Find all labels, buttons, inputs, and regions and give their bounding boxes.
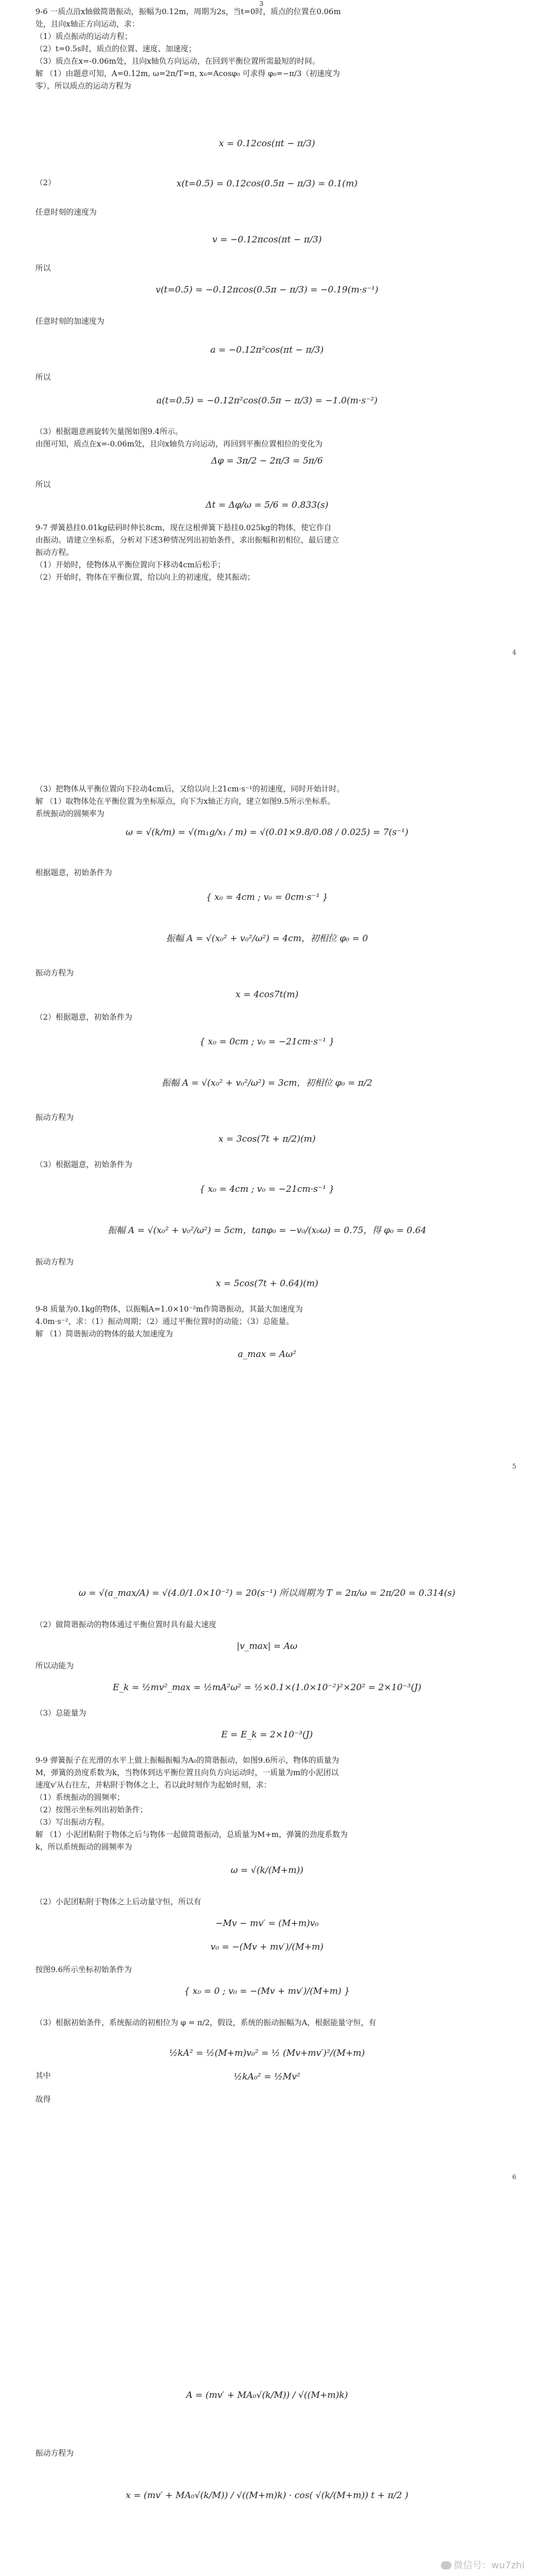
watermark: 微信号：wu7zhi	[441, 2558, 525, 2571]
equation-max-velocity: |v_max| = Aω	[236, 1641, 298, 1651]
equation-initial-1: { x₀ = 4cm ; v₀ = 0cm·s⁻¹ }	[206, 892, 328, 902]
equation-total-energy: E = E_k = 2×10⁻³(J)	[221, 1729, 313, 1740]
equation-amplitude-1: 振幅 A = √(x₀² + v₀²/ω²) = 4cm，初相位 φ₀ = 0	[166, 933, 368, 944]
step-label: （2）	[35, 179, 56, 188]
equation-initial-2: { x₀ = 0cm ; v₀ = −21cm·s⁻¹ }	[199, 1036, 335, 1047]
text-where: 其中	[35, 2072, 51, 2081]
text-initial-conditions: 根据题意，初始条件为	[35, 869, 113, 878]
equation-phase-change: Δφ = 3π/2 − 2π/3 = 5π/6	[211, 455, 323, 466]
equation-v0: v₀ = −(Mv + mv′)/(M+m)	[210, 1941, 324, 1952]
problem-9-7-statement: 9-7 弹簧悬挂0.01kg砝码时伸长8cm，现在这根弹簧下悬挂0.025kg的物体，使它作自 由振动。请建立坐标系，分析对下述3种情况列出初始条件，求出振幅和初相位，最后建立 振动方程。 （1）开始时，使物体从平衡位置向下移动4cm后松手； （2）开始时，物体在平衡位置，给以向上的初速度，使其振动；	[35, 524, 339, 582]
text-momentum: （2）小泥团粘附于物体之上后动量守恒，所以有	[35, 1898, 202, 1907]
text-equation: 振动方程为	[35, 969, 74, 978]
problem-9-7-part3: （3）把物体从平衡位置向下拉动4cm后，又给以向上21cm·s⁻¹的初速度，同时开始计时。 解 （1）取物体处在平衡位置为坐标原点，向下为x轴正方向，建立如图9.5所示坐标系。 系统振动的圆频率为	[35, 785, 345, 819]
text-so: 所以	[35, 264, 51, 273]
equation-a0: ½kA₀² = ½Mv²	[233, 2071, 301, 2082]
equation-motion: x = 0.12cos(πt − π/3)	[219, 138, 315, 149]
page-number: 5	[512, 1463, 516, 1470]
page-number: 6	[512, 2173, 516, 2181]
text-kinetic: 所以动能为	[35, 1662, 74, 1671]
text-total-energy: （3）总能量为	[35, 1709, 87, 1718]
equation-time: Δt = Δφ/ω = 5/6 = 0.833(s)	[205, 500, 329, 510]
text-max-velocity: （2）做简谐振动的物体通过平衡位置时具有最大速度	[35, 1621, 217, 1629]
equation-omega: ω = √(k/m) = √(m₁g/x₁ / m) = √(0.01×9.8/0.08 / 0.025) = 7(s⁻¹)	[126, 827, 408, 837]
text-velocity: 任意时刻的速度为	[35, 208, 97, 217]
equation-omega-system: ω = √(k/(M+m))	[230, 1865, 304, 1875]
text-initial-conditions-3: （3）根据题意，初始条件为	[35, 1161, 133, 1169]
equation-initial-3: { x₀ = 4cm ; v₀ = −21cm·s⁻¹ }	[199, 1184, 335, 1194]
equation-position: x(t=0.5) = 0.12cos(0.5π − π/3) = 0.1(m)	[176, 178, 358, 189]
problem-9-9-statement: 9-9 弹簧振子在光滑的水平上做上振幅振幅为A₀的简谐振动，如图9.6所示，物体的质量为 M，弹簧的劲度系数为k，当物体到达平衡位置且向负方向运动时，一质量为m的小泥团以 速度v′从右往左，并粘附于物体之上，若以此时刻作为起始时刻，求： （1）系统振动的圆频率； （2）按图示坐标列出初始条件； （3）写出振动方程。 解 （1）小泥团粘附于物体之后与物体一起做简谐振动，总质量为M+m，弹簧的劲度系数为 k，所以系统振动的圆频率为	[35, 1756, 348, 1852]
equation-velocity-value: v(t=0.5) = −0.12πcos(0.5π − π/3) = −0.19(m·s⁻¹)	[155, 284, 379, 295]
text-energy-conservation: （3）根据初始条件，系统振动的初相位为 φ = π/2，假设，系统的振动振幅为A，根据能量守恒，有	[35, 2019, 377, 2028]
equation-energy: ½kA² = ½(M+m)v₀² = ½ (Mv+mv′)²/(M+m)	[169, 2048, 365, 2058]
equation-amplitude-2: 振幅 A = √(x₀² + v₀²/ω²) = 3cm，初相位 φ₀ = π/2	[161, 1077, 373, 1088]
text-therefore: 故得	[35, 2095, 51, 2104]
equation-period: ω = √(a_max/A) = √(4.0/1.0×10⁻²) = 20(s⁻¹) 所以周期为 T = 2π/ω = 2π/20 = 0.314(s)	[78, 1588, 456, 1598]
equation-amplitude-3: 振幅 A = √(x₀² + v₀²/ω²) = 5cm，tanφ₀ = −v₀/(x₀ω) = 0.75，得 φ₀ = 0.64	[107, 1225, 427, 1236]
text-equation: 振动方程为	[35, 1258, 74, 1267]
equation-initial-4: { x₀ = 0 ; v₀ = −(Mv + mv′)/(M+m) }	[184, 1986, 350, 1996]
text-equation: 振动方程为	[35, 2449, 74, 2458]
equation-kinetic: E_k = ½mv²_max = ½mA²ω² = ½×0.1×(1.0×10⁻²)²×20² = 2×10⁻³(J)	[113, 1682, 421, 1693]
equation-momentum: −Mv − mv′ = (M+m)v₀	[215, 1918, 319, 1928]
wechat-icon	[441, 2561, 451, 2570]
equation-max-acceleration: a_max = Aω²	[238, 1349, 296, 1359]
text-acceleration: 任意时刻的加速度为	[35, 317, 105, 326]
problem-9-8-statement: 9-8 质量为0.1kg的物体，以振幅A=1.0×10⁻²m作简谐振动，其最大加速度为 4.0m·s⁻²，求：（1）振动周期；（2）通过平衡位置时的动能；（3）总能量。 解 （1）简谐振动的物体的最大加速度为	[35, 1305, 303, 1339]
equation-velocity: v = −0.12πcos(πt − π/3)	[212, 234, 322, 245]
equation-final-motion: x = (mv′ + MA₀√(k/M)) / √((M+m)k) · cos( √(k/(M+m)) t + π/2 )	[126, 2490, 408, 2501]
text-initial-conditions-4: 按图9.6所示坐标初始条件为	[35, 1966, 132, 1974]
text-equation: 振动方程为	[35, 1113, 74, 1122]
equation-motion-2: x = 3cos(7t + π/2)(m)	[218, 1133, 316, 1144]
equation-motion-1: x = 4cos7t(m)	[235, 989, 299, 1000]
text-so: 所以	[35, 481, 51, 489]
problem-9-6-statement: 9-6 一质点沿x轴做简谐振动，振幅为0.12m，周期为2s，当t=0时，质点的位置在0.06m 处，且向x轴正方向运动，求： （1）质点振动的运动方程； （2）t=0.5s时，质点的位置、速度、加速度； （3）质点在x=-0.06m处，且向x轴负方向运动，在回到平衡位置所需最短的时间。 解 （1）由题意可知，A=0.12m, ω=2π/T=π, x₀=Acosφ₀ 可求得 φ₀=−π/3（初速度为 零），所以质点的运动方程为	[35, 8, 341, 91]
equation-motion-3: x = 5cos(7t + 0.64)(m)	[216, 1278, 318, 1289]
text-part3: （3）根据题意画旋转矢量图如图9.4所示。 由图可知，质点在x=-0.06m处，且向x轴负方向运动，再回到平衡位置相位的变化为	[35, 428, 323, 449]
text-so: 所以	[35, 373, 51, 382]
page-top-fragment: 3	[259, 0, 263, 8]
equation-acceleration: a = −0.12π²cos(πt − π/3)	[210, 344, 324, 355]
page-number: 4	[512, 649, 516, 656]
equation-amplitude-final: A = (mv′ + MA₀√(k/M)) / √((M+m)k)	[186, 2390, 348, 2400]
text-initial-conditions-2: （2）根据题意，初始条件为	[35, 1013, 133, 1022]
equation-acceleration-value: a(t=0.5) = −0.12π²cos(0.5π − π/3) = −1.0(m·s⁻²)	[156, 395, 378, 406]
